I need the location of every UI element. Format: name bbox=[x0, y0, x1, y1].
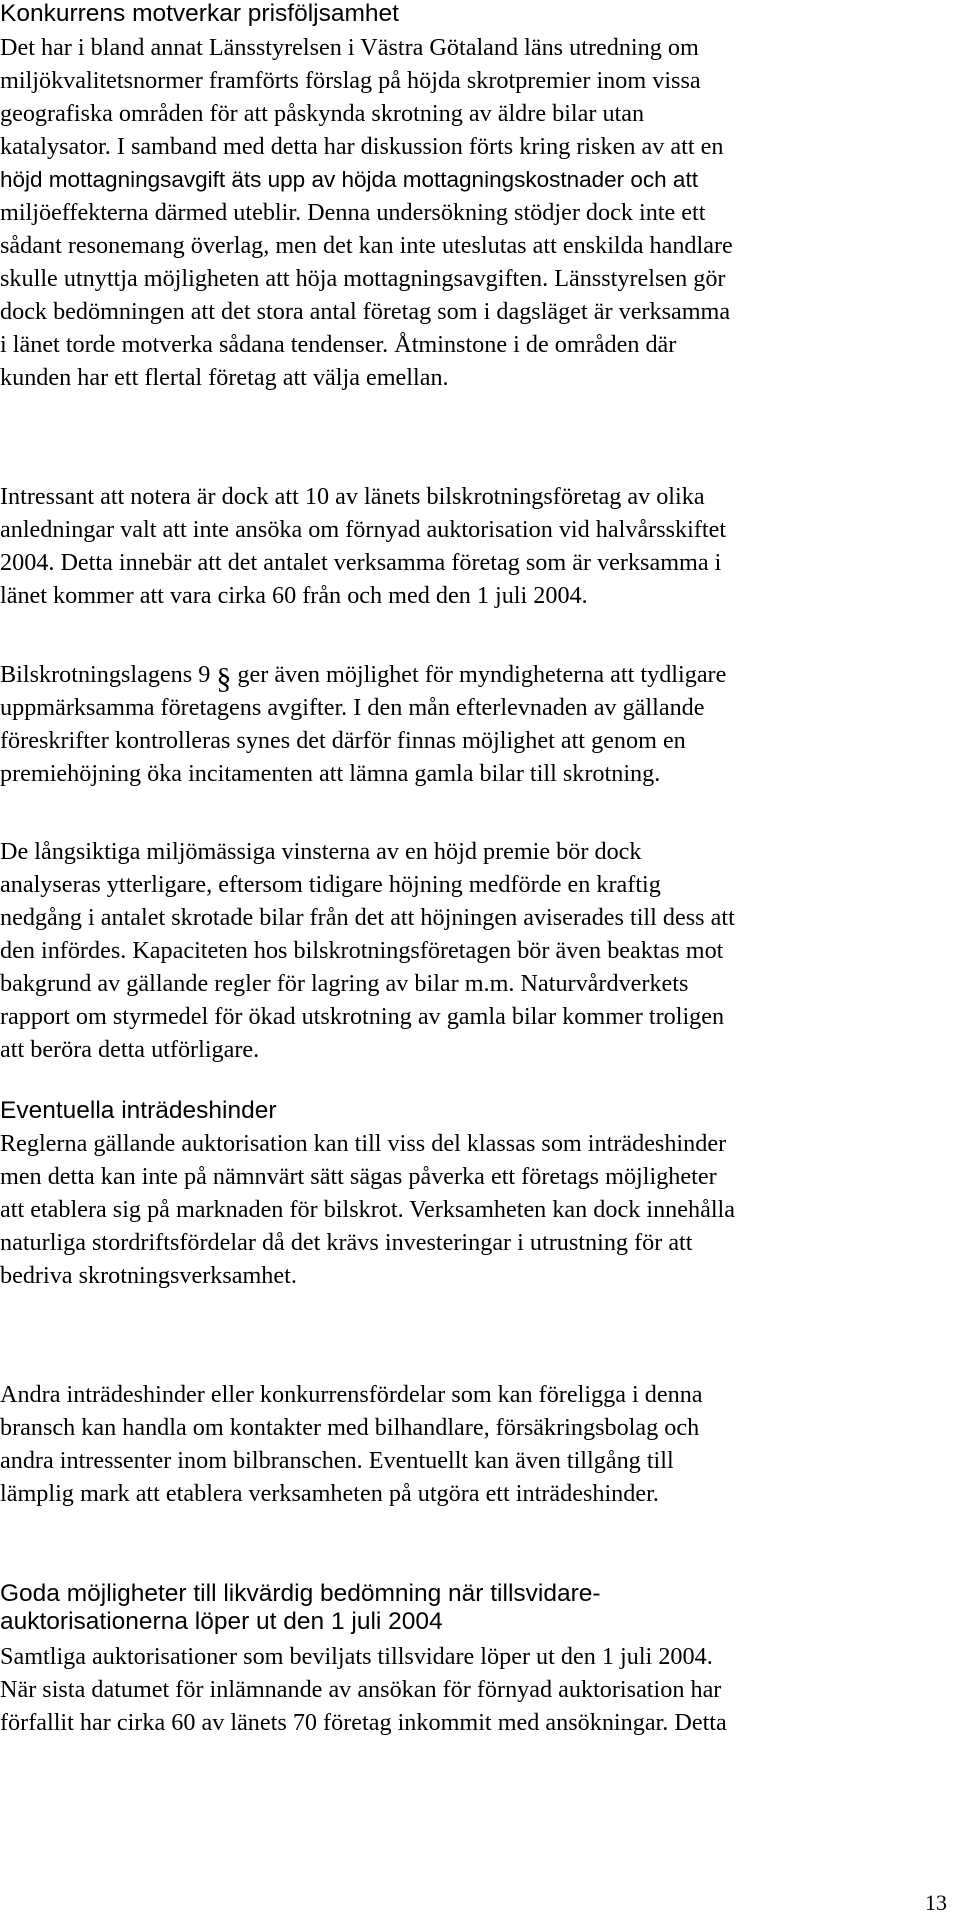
text-line: den infördes. Kapaciteten hos bilskrotningsföretagen bör även beaktas mot bbox=[0, 937, 724, 964]
text-line: i länet torde motverka sådana tendenser. Åtminstone i de områden där bbox=[0, 331, 677, 358]
text-line: förfallit har cirka 60 av länets 70 företag inkommit med ansökningar. Detta bbox=[0, 1709, 727, 1736]
text-line bbox=[0, 658, 727, 695]
text-line: Andra inträdeshinder eller konkurrensfördelar som kan föreligga i denna bbox=[0, 1381, 703, 1408]
text-line: dock bedömningen att det stora antal företag som i dagsläget är verksamma bbox=[0, 298, 731, 325]
text-line: nedgång i antalet skrotade bilar från det att höjningen aviserades till dess att bbox=[0, 904, 735, 931]
text-line: skulle utnyttja möjligheten att höja mottagningsavgiften. Länsstyrelsen gör bbox=[0, 265, 726, 292]
text-line: katalysator. I samband med detta har diskussion förts kring risken av att en bbox=[0, 133, 724, 160]
text-line: sådant resonemang överlag, men det kan inte uteslutas att enskilda handlare bbox=[0, 232, 733, 259]
paragraph bbox=[0, 835, 735, 1066]
text-line: bransch kan handla om kontakter med bilhandlare, försäkringsbolag och bbox=[0, 1414, 700, 1441]
text-line: När sista datumet för inlämnande av ansökan för förnyad auktorisation har bbox=[0, 1676, 722, 1703]
text-line: geografiska områden för att påskynda skrotning av äldre bilar utan bbox=[0, 100, 645, 127]
text-line: analyseras ytterligare, eftersom tidigare höjning medförde en kraftig bbox=[0, 871, 661, 898]
text-line: miljökvalitetsnormer framförts förslag på höjda skrotpremier inom vissa bbox=[0, 67, 701, 94]
text-line: men detta kan inte på nämnvärt sätt sägas påverka ett företags möjligheter bbox=[0, 1163, 717, 1190]
text-line: kunden har ett flertal företag att välja emellan. bbox=[0, 364, 449, 391]
text-line: länet kommer att vara cirka 60 från och med den 1 juli 2004. bbox=[0, 582, 588, 609]
section-heading-goda-mojligheter bbox=[0, 1580, 601, 1636]
text-fragment: ger även möjlighet för myndigheterna att tydligare bbox=[231, 661, 727, 688]
paragraph bbox=[0, 1378, 703, 1510]
page-number: 13 bbox=[925, 1890, 947, 1915]
text-line: Det har i bland annat Länsstyrelsen i Västra Götaland läns utredning om bbox=[0, 34, 699, 61]
paragraph bbox=[0, 480, 726, 612]
heading-line: Goda möjligheter till likvärdig bedömning när tillsvidare- bbox=[0, 1580, 601, 1607]
text-line: Intressant att notera är dock att 10 av länets bilskrotningsföretag av olika bbox=[0, 483, 705, 510]
text-line: Samtliga auktorisationer som beviljats tillsvidare löper ut den 1 juli 2004. bbox=[0, 1643, 713, 1670]
text-line: höjd mottagningsavgift äts upp av höjda mottagningskostnader och att bbox=[0, 167, 698, 192]
section-heading-intradeshinder: Eventuella inträdeshinder bbox=[0, 1097, 277, 1124]
text-line: lämplig mark att etablera verksamheten på utgöra ett inträdeshinder. bbox=[0, 1480, 659, 1507]
text-line: att beröra detta utförligare. bbox=[0, 1036, 260, 1063]
text-line: De långsiktiga miljömässiga vinsterna av en höjd premie bör dock bbox=[0, 838, 642, 865]
text-line: bedriva skrotningsverksamhet. bbox=[0, 1262, 297, 1289]
paragraph bbox=[0, 658, 726, 790]
paragraph bbox=[0, 1640, 727, 1739]
text-line: premiehöjning öka incitamenten att lämna gamla bilar till skrotning. bbox=[0, 760, 661, 787]
text-line: rapport om styrmedel för ökad utskrotning av gamla bilar kommer troligen bbox=[0, 1003, 725, 1030]
text-line: 2004. Detta innebär att det antalet verksamma företag som är verksamma i bbox=[0, 549, 722, 576]
paragraph bbox=[0, 1127, 735, 1292]
text-line: bakgrund av gällande regler för lagring av bilar m.m. Naturvårdverkets bbox=[0, 970, 689, 997]
text-line: att etablera sig på marknaden för bilskrot. Verksamheten kan dock innehålla bbox=[0, 1196, 736, 1223]
text-line: naturliga stordriftsfördelar då det krävs investeringar i utrustning för att bbox=[0, 1229, 693, 1256]
text-line: föreskrifter kontrolleras synes det därför finnas möjlighet att genom en bbox=[0, 727, 686, 754]
text-line: andra intressenter inom bilbranschen. Eventuellt kan även tillgång till bbox=[0, 1447, 674, 1474]
section-heading-konkurrens: Konkurrens motverkar prisföljsamhet bbox=[0, 0, 399, 27]
paragraph bbox=[0, 31, 733, 394]
text-line: uppmärksamma företagens avgifter. I den mån efterlevnaden av gällande bbox=[0, 694, 705, 721]
section-sign: § bbox=[216, 662, 232, 695]
text-line: miljöeffekterna därmed uteblir. Denna undersökning stödjer dock inte ett bbox=[0, 199, 706, 226]
text-fragment: Bilskrotningslagens 9 bbox=[0, 661, 217, 688]
heading-line: auktorisationerna löper ut den 1 juli 2004 bbox=[0, 1608, 443, 1635]
text-line: Reglerna gällande auktorisation kan till viss del klassas som inträdeshinder bbox=[0, 1130, 727, 1157]
text-line: anledningar valt att inte ansöka om förnyad auktorisation vid halvårsskiftet bbox=[0, 516, 727, 543]
